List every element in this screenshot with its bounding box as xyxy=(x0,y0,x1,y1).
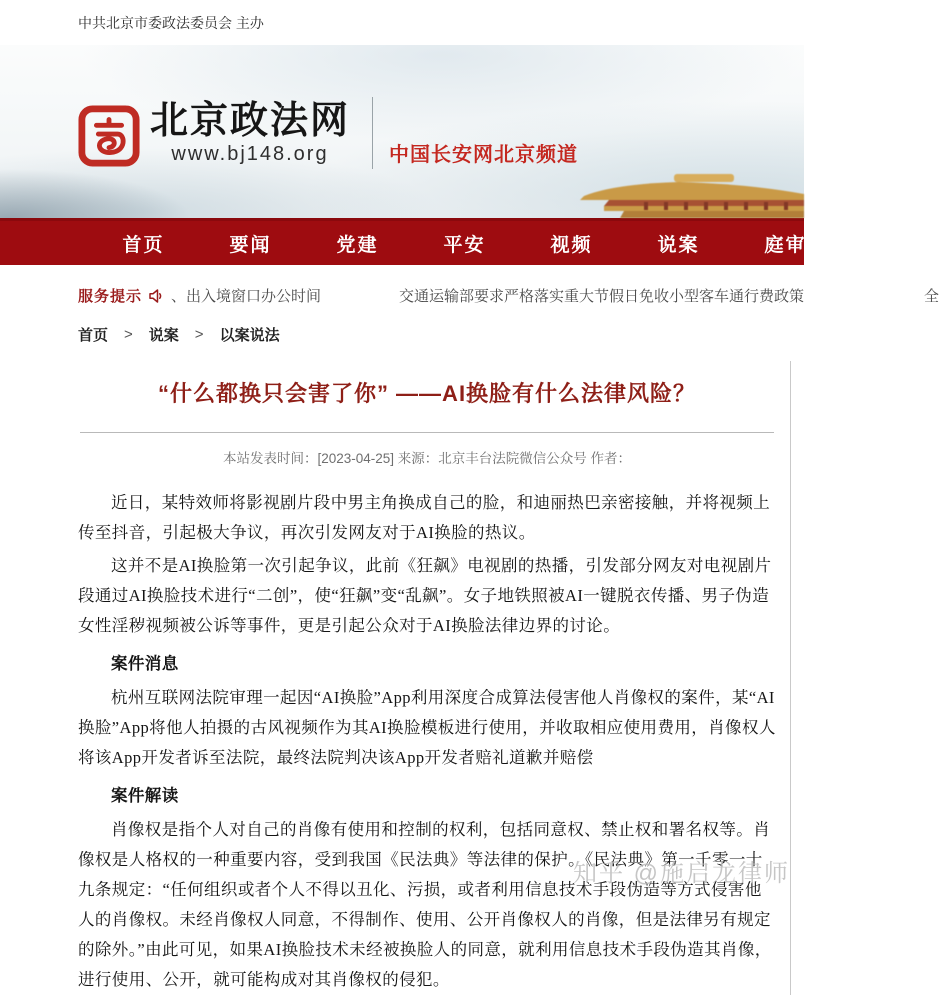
palace-roof-image xyxy=(554,166,804,218)
article-paragraph: 近日，某特效师将影视剧片段中男主角换成自己的脸，和迪丽热巴亲密接触，并将视频上传至抖音，引起极大争议，再次引发网友对于AI换脸的热议。 xyxy=(78,493,771,542)
breadcrumb-separator: > xyxy=(194,326,204,343)
nav-item-home[interactable]: 首页 xyxy=(122,234,165,256)
breadcrumb xyxy=(0,314,804,355)
nav-item-news[interactable]: 要闻 xyxy=(229,234,272,256)
site-logo[interactable] xyxy=(78,97,578,169)
service-notice-bar xyxy=(0,265,939,314)
nav-item-trial[interactable]: 庭审 xyxy=(764,234,807,256)
sponsor-bar xyxy=(0,0,804,45)
breadcrumb-home[interactable]: 首页 xyxy=(78,327,109,344)
breadcrumb-cases[interactable]: 说案 xyxy=(148,327,179,344)
nav-item-cases[interactable]: 说案 xyxy=(657,234,700,256)
seal-icon xyxy=(78,105,140,167)
channel-label: 中国长安网北京频道 xyxy=(389,143,579,166)
site-banner xyxy=(0,45,804,218)
service-link-partial[interactable]: 全 xyxy=(924,288,939,305)
service-link-visa-hours[interactable]: 、出入境窗口办公时间 xyxy=(171,288,322,305)
zhihu-watermark: 知乎 @施启龙律师 xyxy=(572,860,790,887)
nav-item-party[interactable]: 党建 xyxy=(336,234,379,256)
speaker-icon xyxy=(147,287,165,305)
main-nav xyxy=(0,218,807,265)
article-meta: 本站发表时间：[2023-04-25] 来源：北京丰台法院微信公众号 作者： xyxy=(222,451,632,466)
site-url: www.bj148.org xyxy=(171,142,329,165)
service-label: 服务提示 xyxy=(78,288,143,305)
article-title: “什么都换只会害了你” ——AI换脸有什么法律风险？ xyxy=(157,381,697,406)
article-container xyxy=(0,361,791,995)
nav-item-video[interactable]: 视频 xyxy=(550,234,593,256)
article-paragraph: 这并不是AI换脸第一次引起争议，此前《狂飙》电视剧的热播，引发部分网友对电视剧片段通过AI换脸技术进行“二创”，使“狂飙”变“乱飙”。女子地铁照被AI一键脱衣传播、男子伪造女性淫秽视频被公诉等事件，更是引起公众对于AI换脸法律边界的讨论。 xyxy=(78,556,772,635)
article-body xyxy=(78,488,776,995)
brand-divider xyxy=(372,97,373,169)
article-paragraph: 杭州互联网法院审理一起因“AI换脸”App利用深度合成算法侵害他人肖像权的案件，某“AI换脸”App将他人拍摄的古风视频作为其AI换脸模板进行使用，并收取相应使用费用，肖像权人将该App开发者诉至法院，最终法院判决该App开发者赔礼道歉并赔偿 xyxy=(78,688,776,767)
section-heading-case-news: 案件消息 xyxy=(111,654,179,673)
breadcrumb-case-explained[interactable]: 以案说法 xyxy=(219,327,280,344)
article-paragraph: 肖像权是指个人对自己的肖像有使用和控制的权利，包括同意权、禁止权和署名权等。肖像权是人格权的一种重要内容，受到我国《民法典》等法律的保护。《民法典》第一千零一十九条规定：“任何组织或者个人不得以丑化、污损，或者利用信息技术手段伪造等方式侵害他人的肖像权。未经肖像权人同意，不得制作、使用、公开肖像权人的肖像，但是法律另有规定的除外。”由此可见，如果AI换脸技术未经被换脸人的同意，就利用信息技术手段伪造其肖像，进行使用、公开，就可能构成对其肖像权的侵犯。 xyxy=(78,820,772,989)
breadcrumb-separator: > xyxy=(124,326,133,343)
section-heading-case-analysis: 案件解读 xyxy=(111,786,179,805)
sponsor-text: 中共北京市委政法委员会 主办 xyxy=(78,14,264,31)
nav-item-peace[interactable]: 平安 xyxy=(443,234,486,256)
site-name: 北京政法网 xyxy=(150,99,351,142)
service-link-toll-policy[interactable]: 交通运输部要求严格落实重大节假日免收小型客车通行费政策 xyxy=(399,288,805,305)
